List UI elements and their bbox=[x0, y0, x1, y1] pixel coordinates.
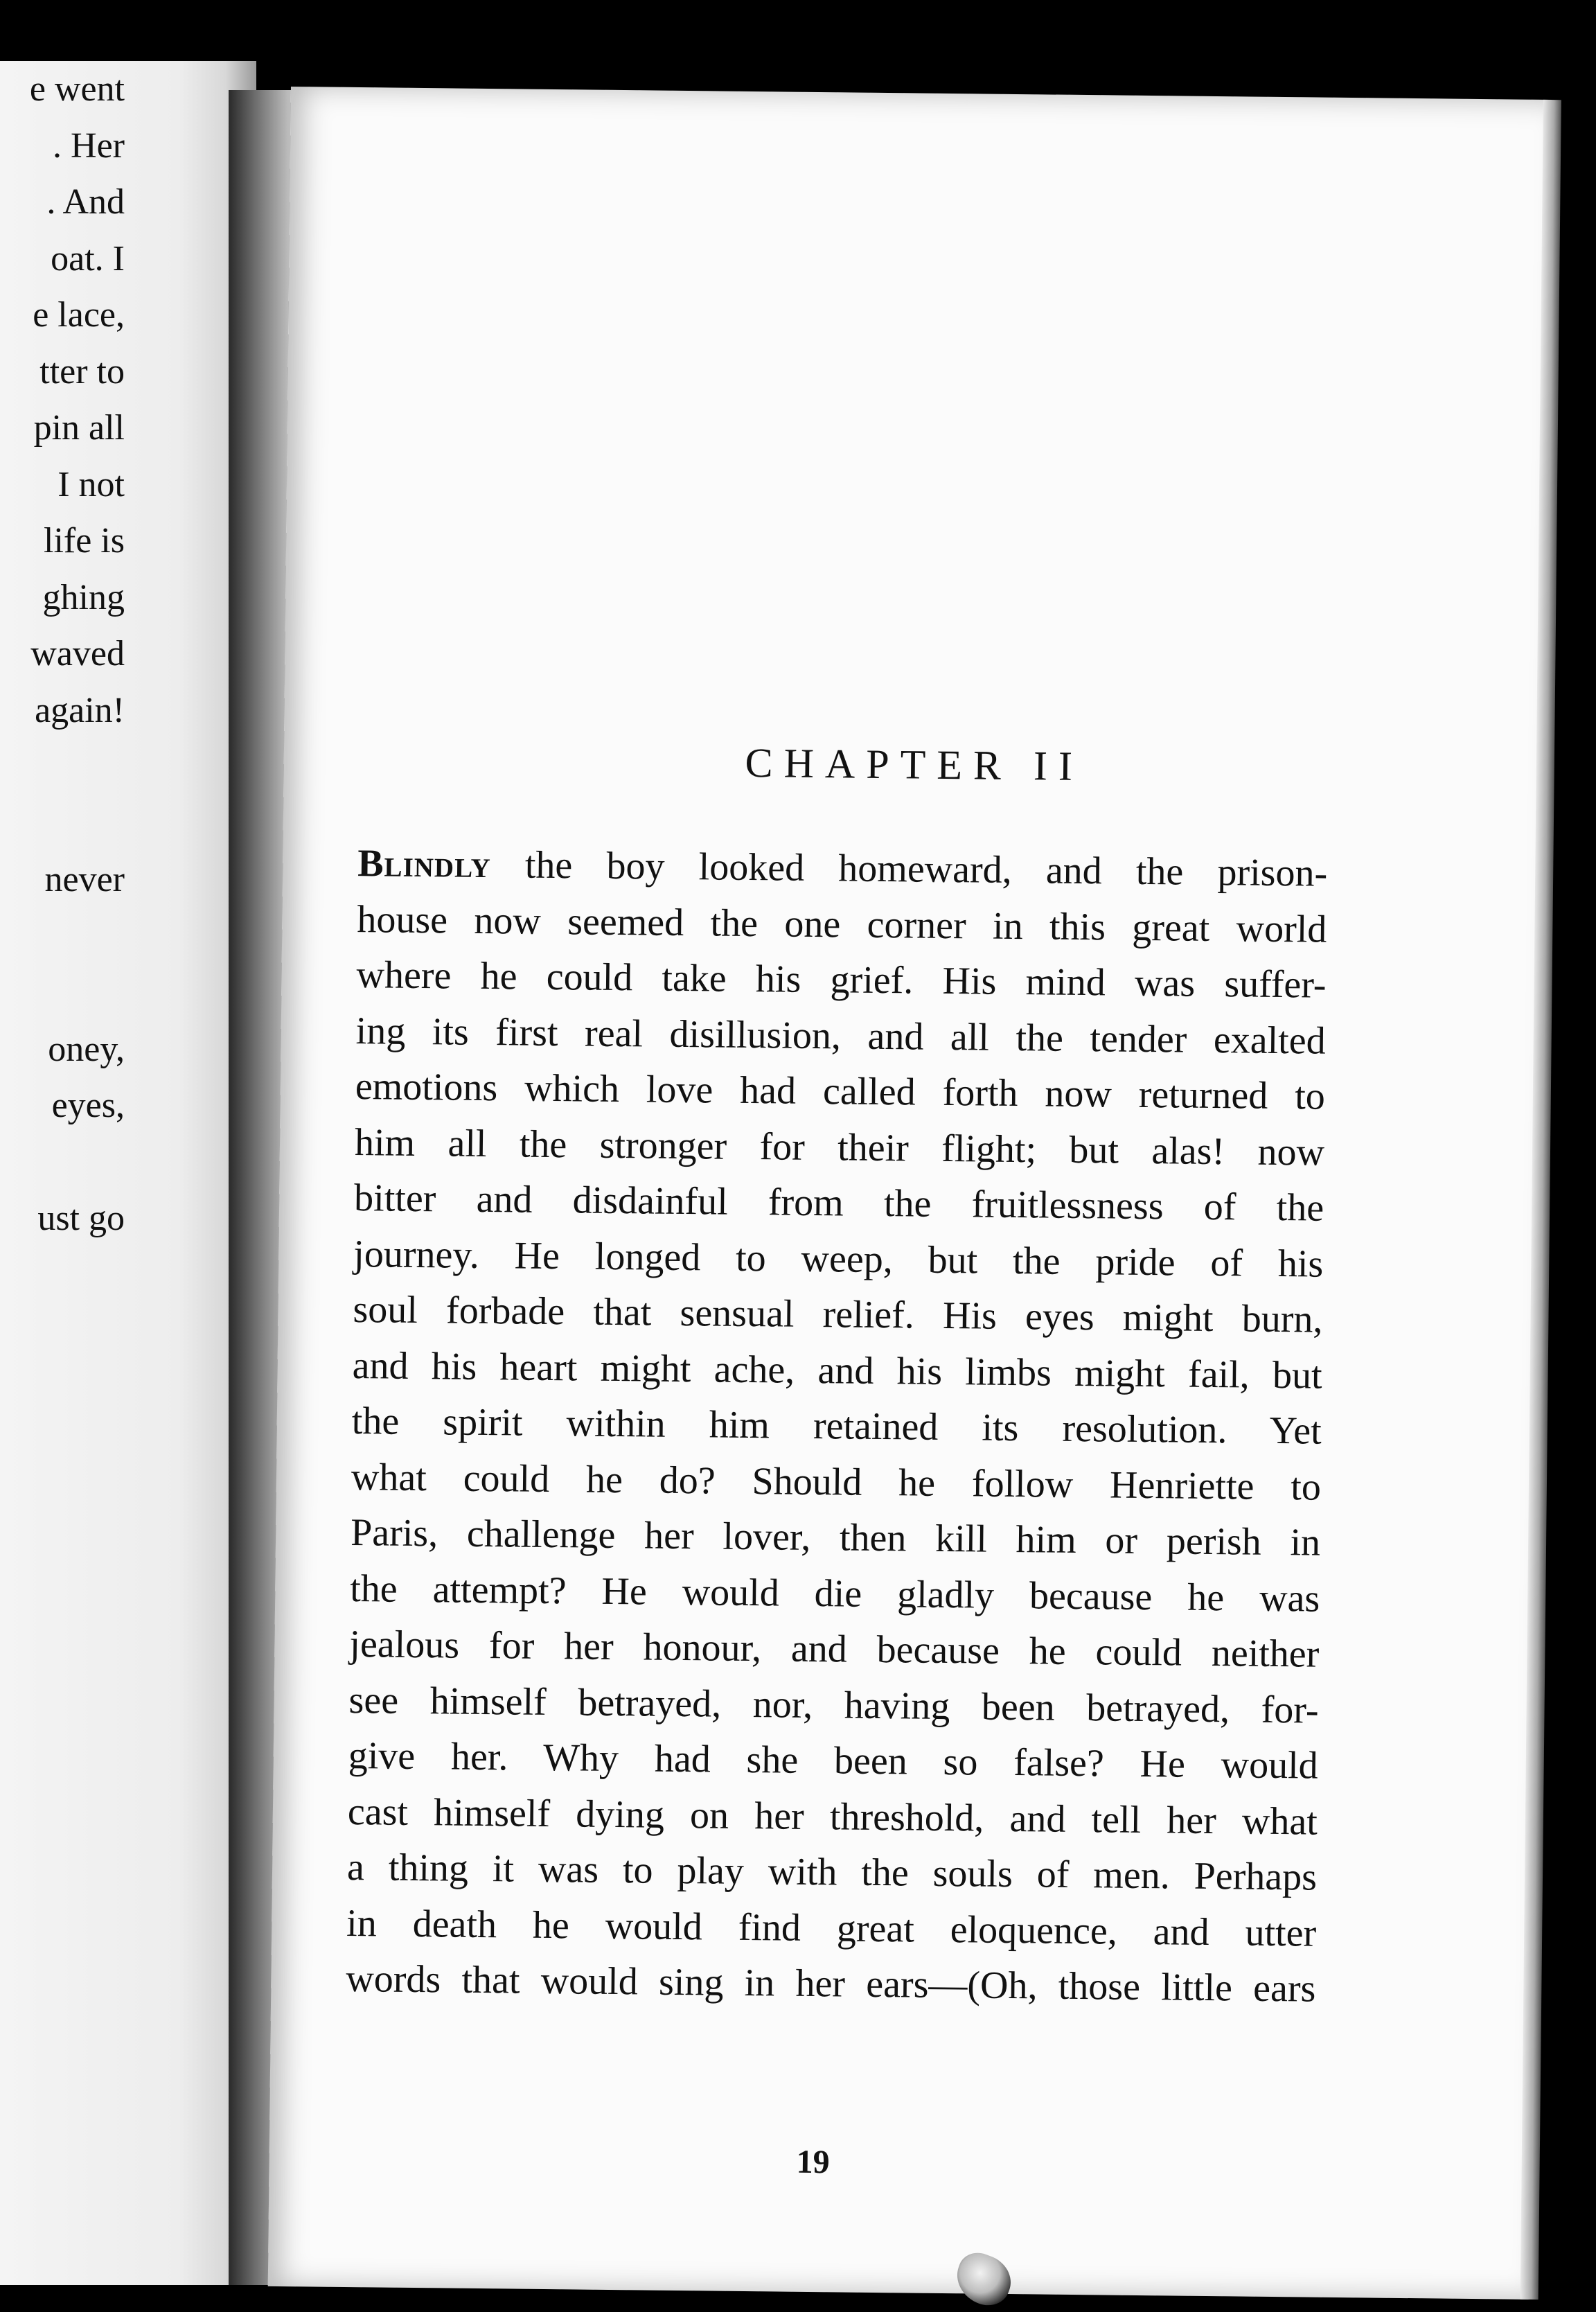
left-page-line: ghing bbox=[42, 577, 125, 617]
body-line: a thing it was to play with the souls of men. Perhaps bbox=[346, 1845, 1318, 1899]
body-line: jealous for her honour, and because he could neither bbox=[349, 1623, 1320, 1676]
body-line: words that would sing in her ears—(Oh, those little ears bbox=[346, 1957, 1316, 2011]
body-line: in death he would find great eloquence, and utter bbox=[346, 1901, 1317, 1955]
body-line: give her. Why had she been so false? He would bbox=[348, 1734, 1319, 1788]
body-line: and his heart might ache, and his limbs might fail, but bbox=[352, 1343, 1322, 1397]
body-line: Paris, challenge her lover, then kill him or perish in bbox=[350, 1511, 1321, 1564]
left-page-line: I not bbox=[57, 464, 125, 504]
first-line-text: the boy looked homeward, and the prison- bbox=[490, 843, 1328, 895]
body-line: house now seemed the one corner in this great world bbox=[357, 897, 1327, 951]
body-line: the spirit within him retained its resolution. Yet bbox=[351, 1400, 1322, 1453]
left-page-line: tter to bbox=[39, 351, 125, 391]
body-line: cast himself dying on her threshold, and tell her what bbox=[347, 1790, 1318, 1844]
left-page-line: . And bbox=[46, 182, 125, 222]
body-line: the attempt? He would die gladly because he was bbox=[349, 1567, 1320, 1621]
left-page-text bbox=[0, 61, 125, 1247]
left-page-line: never bbox=[44, 860, 125, 899]
lead-word: Blindly bbox=[357, 842, 492, 887]
body-text bbox=[346, 836, 1328, 2017]
body-line: where he could take his grief. His mind was suffer- bbox=[356, 953, 1327, 1007]
left-page-line: again! bbox=[35, 690, 125, 730]
body-line: what could he do? Should he follow Henriette to bbox=[351, 1455, 1322, 1509]
body-line bbox=[357, 836, 1328, 901]
page-edge bbox=[1520, 100, 1561, 2300]
left-page-line bbox=[0, 908, 125, 965]
body-line: ing its first real disillusion, and all the tender exalted bbox=[355, 1009, 1326, 1063]
left-page-line bbox=[0, 739, 125, 795]
left-page-line: ust go bbox=[37, 1199, 125, 1238]
body-line: journey. He longed to weep, but the pride of his bbox=[353, 1232, 1324, 1286]
body-line: bitter and disdainful from the fruitlessness of the bbox=[353, 1176, 1324, 1230]
left-page-line bbox=[0, 795, 125, 852]
left-page-line: e lace, bbox=[33, 295, 125, 335]
page-number: 19 bbox=[796, 2143, 830, 2181]
left-page-line: life is bbox=[44, 521, 125, 561]
left-page bbox=[0, 61, 256, 2285]
left-page-line: . Her bbox=[53, 125, 125, 166]
body-line: see himself betrayed, nor, having been betrayed, for- bbox=[348, 1678, 1319, 1732]
left-page-line: waved bbox=[30, 634, 125, 673]
body-line: him all the stronger for their flight; but alas! now bbox=[354, 1120, 1325, 1174]
body-line: soul forbade that sensual relief. His eyes might burn, bbox=[353, 1288, 1323, 1341]
chapter-title: CHAPTER II bbox=[745, 739, 1084, 790]
left-page-line: oat. I bbox=[51, 238, 125, 279]
left-page-line: pin all bbox=[33, 408, 125, 448]
left-page-line bbox=[0, 1134, 125, 1191]
left-page-line: oney, bbox=[48, 1029, 125, 1069]
left-page-line bbox=[0, 964, 125, 1021]
right-page bbox=[268, 87, 1552, 2300]
left-page-line: e went bbox=[29, 69, 125, 109]
left-page-line: eyes, bbox=[51, 1086, 125, 1125]
body-line: emotions which love had called forth now returned to bbox=[355, 1065, 1326, 1118]
